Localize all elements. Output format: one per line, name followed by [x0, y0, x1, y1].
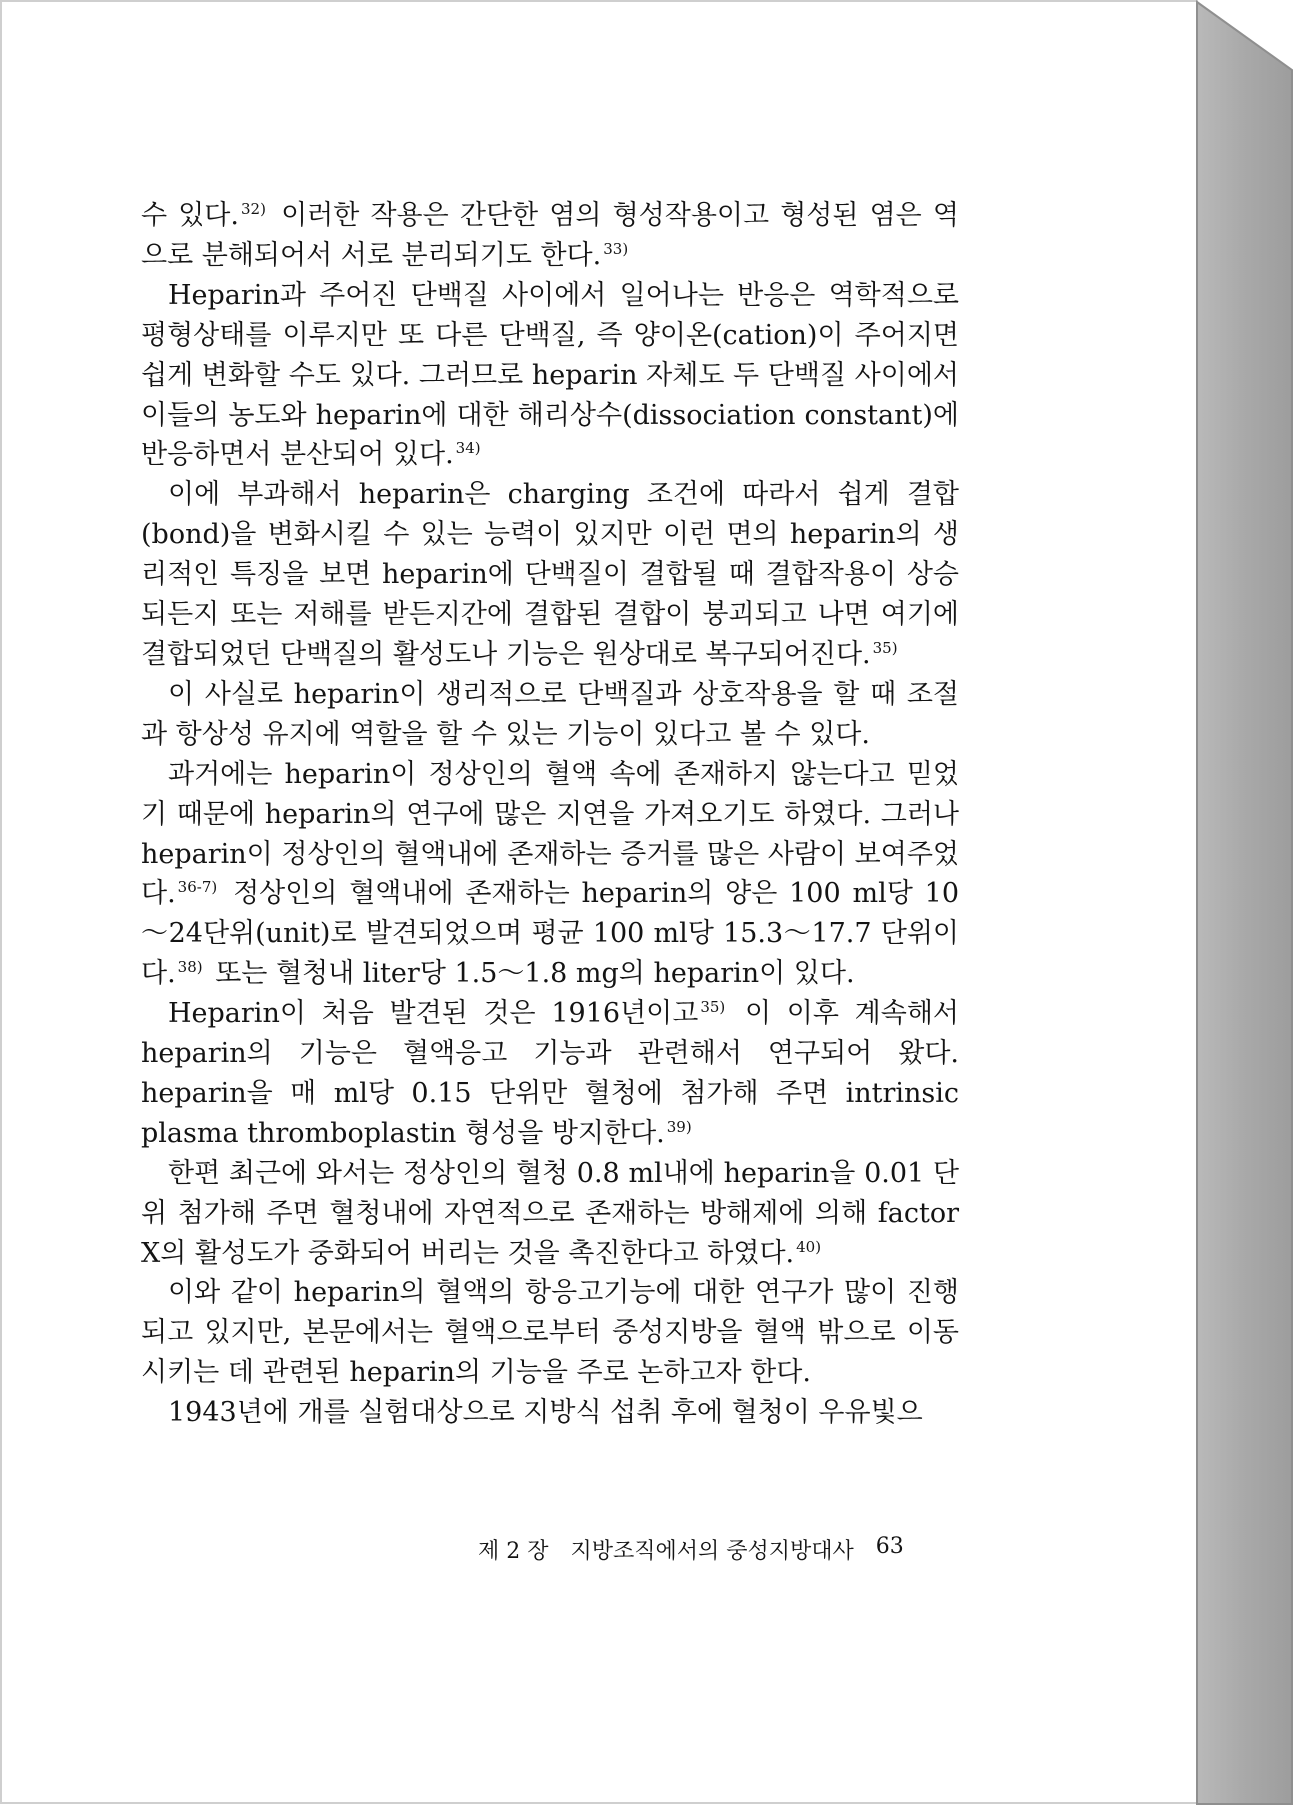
text-run: Heparin이 처음 발견된 것은 1916년이고	[168, 998, 699, 1030]
body-text	[141, 196, 959, 1433]
text-run: Heparin과 주어진 단백질 사이에서 일어나는 반응은 역학적으로 평형상태를 이루지만 또 다른 단백질, 즉 양이온(cation)이 주어지면 쉽게 변화할 수도 있다. 그러므로 heparin 자체도 두 단백질 사이에서 이들의 농도와 heparin에 대한 해리상수(dissociation constant)에 반응하면서 분산되어 있다.	[141, 279, 959, 471]
text-run: 수 있다.	[141, 200, 239, 231]
citation-reference: 32)	[240, 200, 266, 218]
text-run: 이러한 작용은 간단한 염의 형성작용이고 형성된 염은 역으로 분해되어서 서로 분리되기도 한다.	[141, 200, 959, 271]
text-run: 한편 최근에 와서는 정상인의 혈청 0.8 ml내에 heparin을 0.01 단위 첨가해 주면 혈청내에 자연적으로 존재하는 방해제에 의해 factor X의 활성도가 중화되어 버리는 것을 촉진한다고 하였다.	[141, 1157, 959, 1269]
text-run: 과거에는 heparin이 정상인의 혈액 속에 존재하지 않는다고 믿었기 때문에 heparin의 연구에 많은 지연을 가져오기도 하였다. 그러나 heparin이 정상인의 혈액내에 존재하는 증거를 많은 사람이 보여주었다.	[141, 758, 959, 910]
text-run: 이 사실로 heparin이 생리적으로 단백질과 상호작용을 할 때 조절과 항상성 유지에 역할을 할 수 있는 기능이 있다고 볼 수 있다.	[141, 678, 959, 750]
paragraph	[141, 755, 959, 994]
citation-reference: 39)	[666, 1117, 692, 1136]
paragraph	[141, 1154, 959, 1274]
citation-reference: 33)	[603, 239, 629, 258]
paragraph	[141, 994, 959, 1154]
citation-reference: 40)	[796, 1237, 822, 1256]
paragraph	[141, 1393, 959, 1433]
paragraph	[141, 196, 959, 276]
chapter-label: 제 2 장	[478, 1539, 549, 1564]
citation-reference: 35)	[700, 998, 726, 1017]
paragraph	[141, 475, 959, 675]
text-run: 이 이후 계속해서 heparin의 기능은 혈액응고 기능과 관련해서 연구되어 왔다. heparin을 매 ml당 0.15 단위만 혈청에 첨가해 주면 intrinsic plasma thromboplastin 형성을 방지한다.	[141, 998, 960, 1149]
chapter-title: 지방조직에서의 중성지방대사	[570, 1539, 854, 1564]
citation-reference: 34)	[455, 439, 481, 458]
citation-reference: 36-7)	[177, 878, 218, 897]
page-number: 63	[875, 1534, 904, 1559]
citation-reference: 38)	[177, 958, 203, 977]
text-run: 또는 혈청내 liter당 1.5～1.8 mg의 heparin이 있다.	[206, 958, 855, 990]
paragraph	[141, 675, 959, 755]
paragraph	[141, 276, 959, 476]
text-run: 이와 같이 heparin의 혈액의 항응고기능에 대한 연구가 많이 진행되고 있지만, 본문에서는 혈액으로부터 중성지방을 혈액 밖으로 이동시키는 데 관련된 heparin의 기능을 주로 논하고자 한다.	[141, 1277, 959, 1389]
running-footer	[478, 1534, 928, 1565]
citation-reference: 35)	[872, 638, 898, 657]
paragraph	[141, 1273, 959, 1393]
text-run: 정상인의 혈액내에 존재하는 heparin의 양은 100 ml당 10～24단위(unit)로 발견되었으며 평균 100 ml당 15.3～17.7 단위이다.	[141, 878, 959, 990]
text-run: 1943년에 개를 실험대상으로 지방식 섭취 후에 혈청이 우유빛으	[168, 1397, 923, 1429]
text-run: 이에 부과해서 heparin은 charging 조건에 따라서 쉽게 결합(bond)을 변화시킬 수 있는 능력이 있지만 이런 면의 heparin의 생리적인 특징을 보면 heparin에 단백질이 결합될 때 결합작용이 상승되든지 또는 저해를 받든지간에 결합된 결합이 붕괴되고 나면 여기에 결합되었던 단백질의 활성도나 기능은 원상대로 복구되어진다.	[141, 479, 959, 670]
